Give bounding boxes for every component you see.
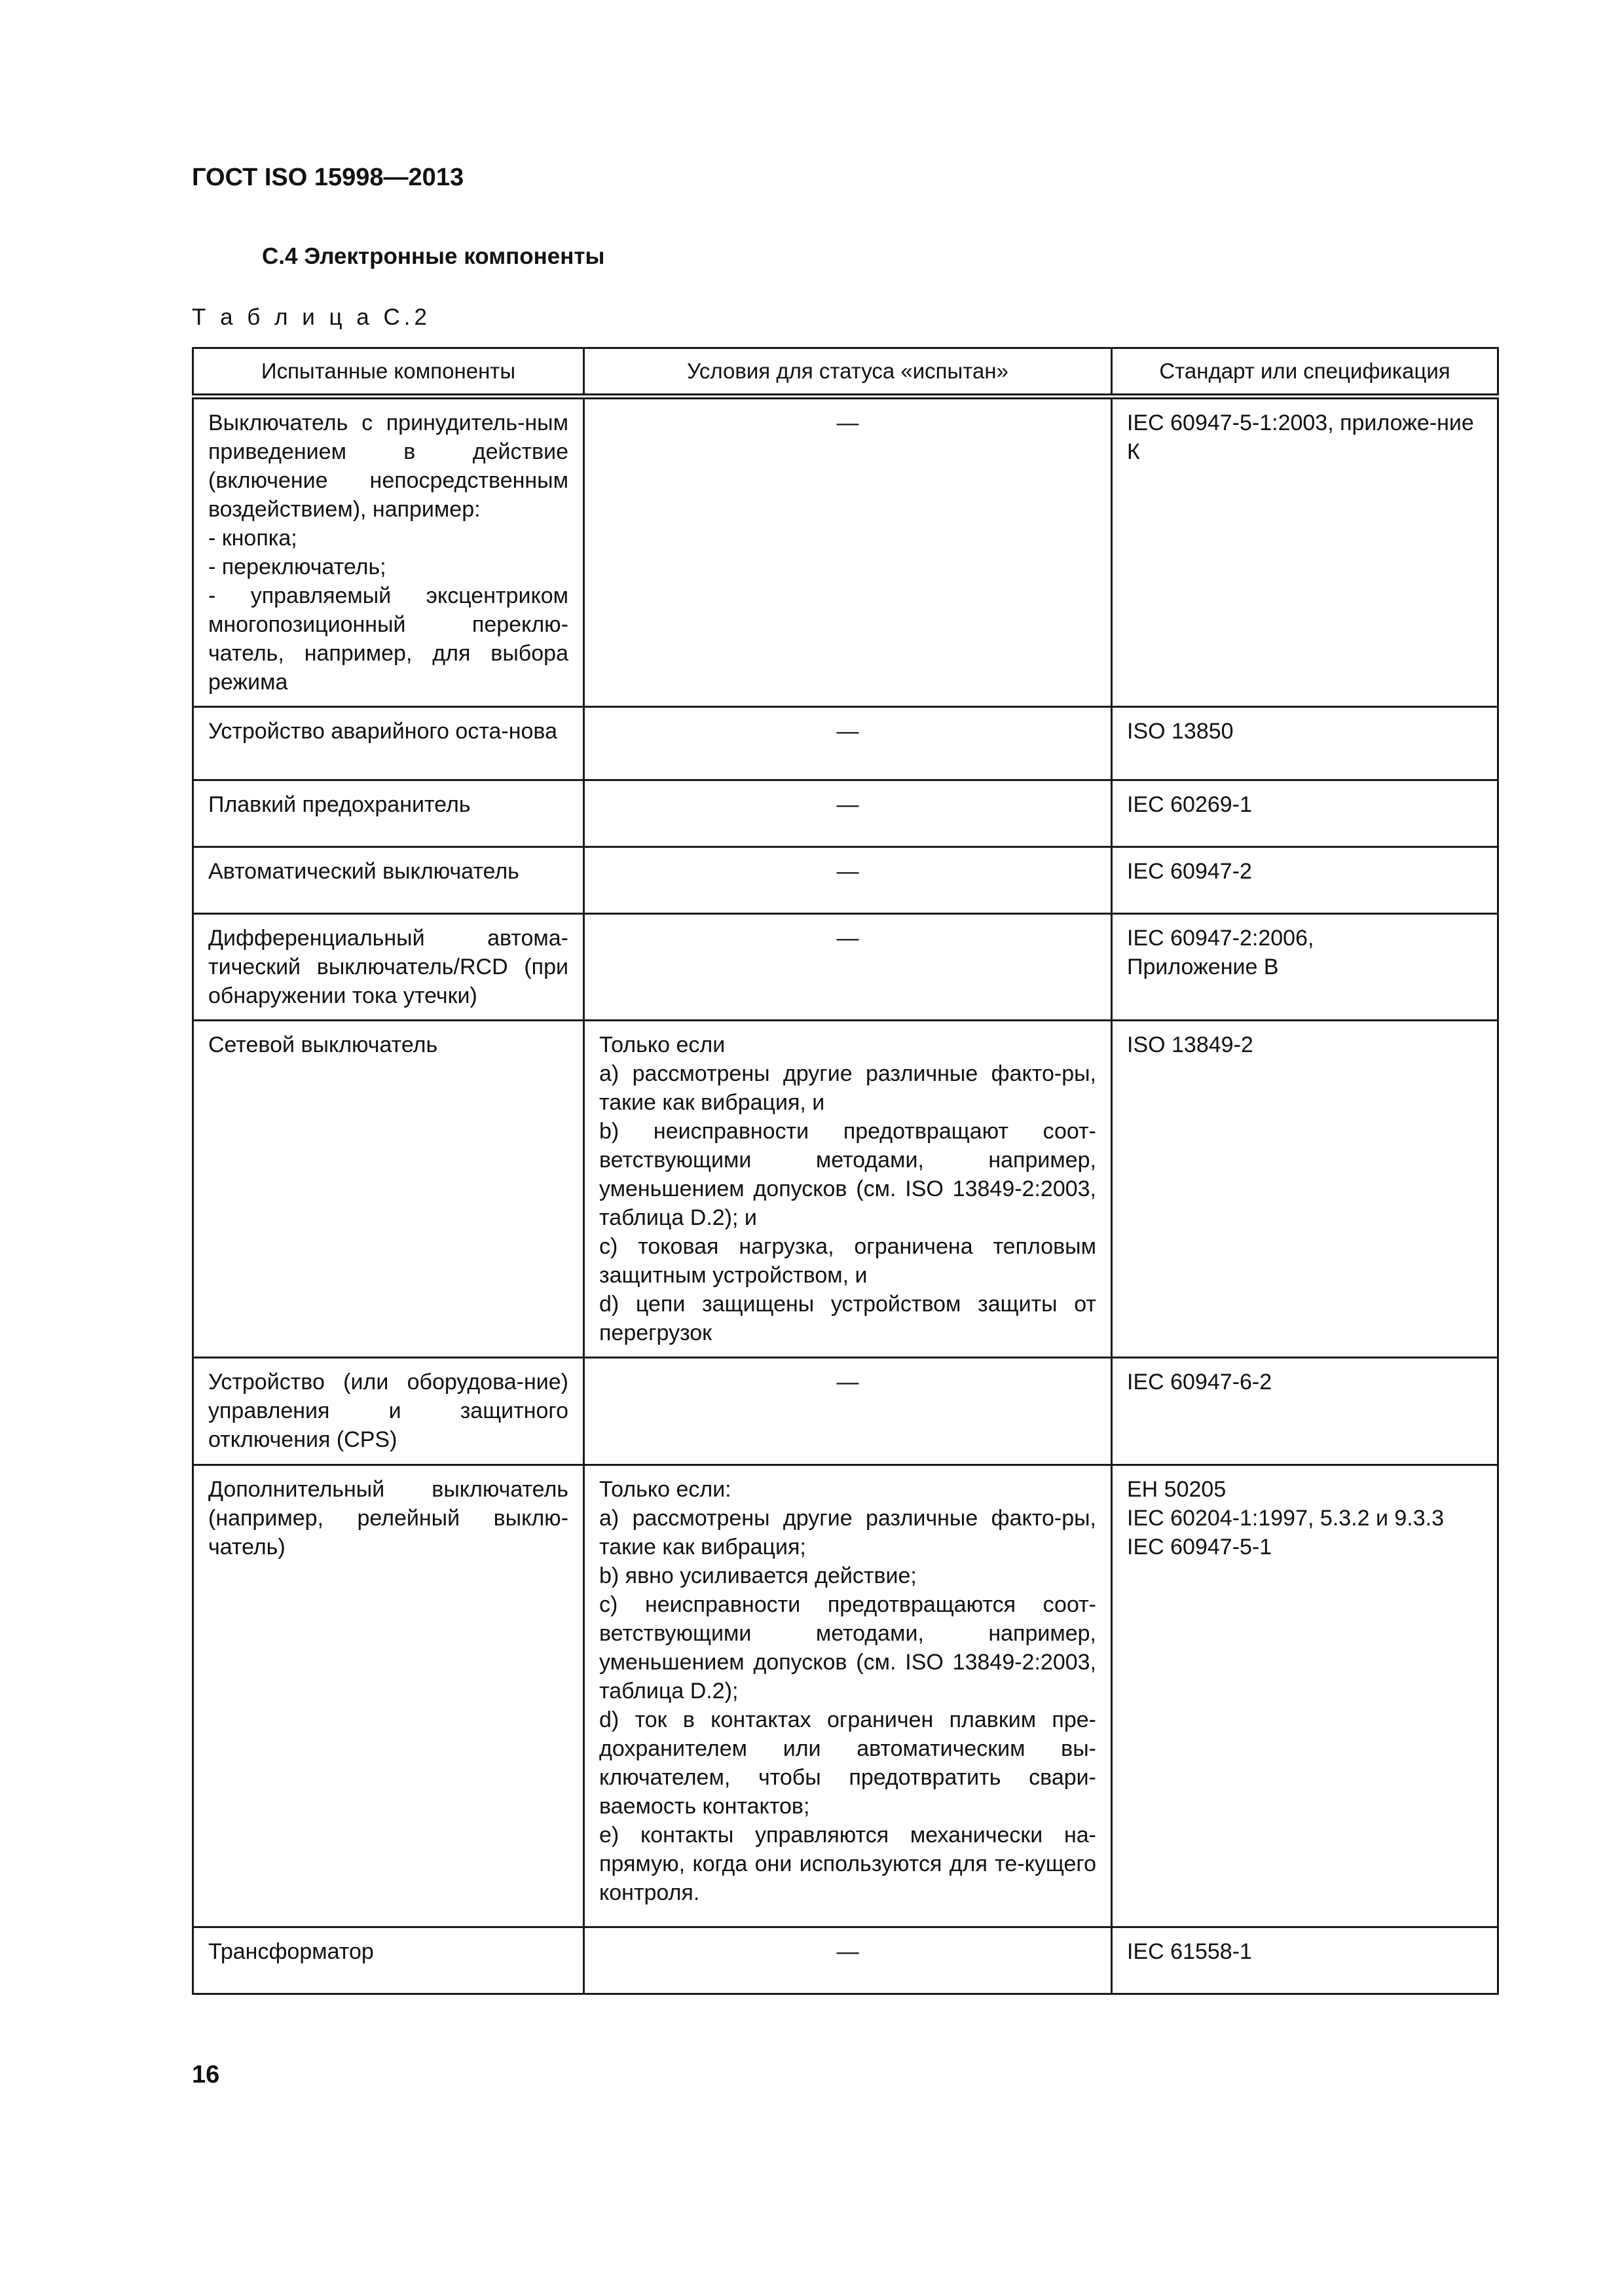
conditions-text-line: d) ток в контактах ограничен плавким пре-дохранителем или автоматическим вы-ключателем, чтобы предотвратить свари-ваемость контактов; [599,1707,1096,1819]
page-number: 16 [192,2061,220,2088]
table-row [193,1465,1498,1927]
standard-cell [1112,1358,1498,1465]
component-cell [193,1358,584,1465]
conditions-text-line: a) рассмотрены другие различные факто-ры, такие как вибрация, и [599,1061,1096,1115]
component-text-line: Автоматический выключатель [208,859,519,884]
conditions-cell [584,780,1112,847]
conditions-text-line: — [836,926,859,951]
standard-cell [1112,1021,1498,1358]
table-row [193,397,1498,707]
table-row [193,707,1498,780]
standard-text-line: IEC 60947-2 [1127,859,1252,884]
conditions-cell [584,914,1112,1021]
conditions-text-line: b) явно усиливается действие; [599,1563,917,1588]
standard-cell [1112,780,1498,847]
column-header-components: Испытанные компоненты [193,348,584,397]
table-body [193,397,1498,1994]
standard-text-line: ISO 13850 [1127,719,1234,744]
conditions-cell [584,1927,1112,1994]
conditions-text-line: — [836,719,859,744]
conditions-cell [584,397,1112,707]
standard-text-line: IEC 60947-6-2 [1127,1370,1272,1394]
component-text-line: Выключатель с принудитель-ным приведением в действие (включение непосредственным воздействием), например: [208,410,568,522]
standard-text-line: ISO 13849-2 [1127,1032,1253,1057]
conditions-text-line: c) токовая нагрузка, ограничена тепловым защитным устройством, и [599,1234,1096,1288]
components-table [192,347,1499,1995]
conditions-cell [584,707,1112,780]
standard-cell [1112,847,1498,914]
standard-text-line: IEC 60269-1 [1127,792,1252,817]
standard-text-line: IEC 60947-5-1 [1127,1535,1272,1559]
standard-text-line: IEC 60947-5-1:2003, приложе-ние К [1127,410,1474,464]
component-cell [193,1021,584,1358]
standard-text-line: IEC 60947-2:2006, [1127,926,1314,951]
conditions-text-line: d) цепи защищены устройством защиты от перегрузок [599,1292,1096,1345]
component-cell [193,780,584,847]
conditions-text-line: a) рассмотрены другие различные факто-ры, такие как вибрация; [599,1506,1096,1559]
standard-text-line: IEC 61558-1 [1127,1939,1252,1964]
table-row [193,914,1498,1021]
conditions-text-line: e) контакты управляются механически на-прямую, когда они используются для те-кущего контроля. [599,1823,1096,1905]
table-row [193,847,1498,914]
conditions-text-line: — [836,1370,859,1394]
component-cell [193,1927,584,1994]
component-text-line: Дифференциальный автома-тический выключатель/RCD (при обнаружении тока утечки) [208,926,568,1008]
standard-cell [1112,914,1498,1021]
component-text-line: Сетевой выключатель [208,1032,438,1057]
column-header-conditions: Условия для статуса «испытан» [584,348,1112,397]
component-cell [193,914,584,1021]
column-header-standard: Стандарт или спецификация [1112,348,1498,397]
document-title: ГОСТ ISO 15998—2013 [192,164,464,191]
component-cell [193,1465,584,1927]
standard-text-line: EH 50205 [1127,1477,1227,1502]
section-title: С.4 Электронные компоненты [262,244,605,269]
conditions-cell [584,1358,1112,1465]
table-caption: Т а б л и ц а С.2 [192,304,431,330]
component-text-line: - переключатель; [208,555,386,579]
conditions-cell [584,847,1112,914]
table-row [193,1927,1498,1994]
standard-cell [1112,707,1498,780]
conditions-text-line: — [836,1939,859,1964]
component-cell [193,397,584,707]
standard-cell [1112,1927,1498,1994]
component-cell [193,707,584,780]
component-text-line: - кнопка; [208,526,297,551]
component-text-line: Дополнительный выключатель (например, релейный выклю-чатель) [208,1477,568,1559]
standard-text-line: Приложение В [1127,955,1279,979]
component-text-line: Трансформатор [208,1939,374,1964]
table-row [193,1358,1498,1465]
component-text-line: Устройство (или оборудова-ние) управления и защитного отключения (CPS) [208,1370,568,1452]
conditions-text-line: — [836,410,859,435]
component-cell [193,847,584,914]
conditions-text-line: Только если [599,1032,726,1057]
standard-text-line: IEC 60204-1:1997, 5.3.2 и 9.3.3 [1127,1506,1445,1531]
conditions-text-line: c) неисправности предотвращаются соот-ветствующими методами, например, уменьшением допусков (см. ISO 13849-2:2003, таблица D.2); [599,1592,1096,1704]
table-row [193,780,1498,847]
conditions-text-line: b) неисправности предотвращают соот-ветствующими методами, например, уменьшением допусков (см. ISO 13849-2:2003, таблица D.2); и [599,1119,1096,1230]
conditions-cell [584,1465,1112,1927]
component-text-line: Плавкий предохранитель [208,792,471,817]
conditions-text-line: — [836,792,859,817]
component-text-line: Устройство аварийного оста-нова [208,719,558,744]
component-text-line: - управляемый эксцентриком многопозиционный переклю-чатель, например, для выбора режима [208,583,568,695]
conditions-cell [584,1021,1112,1358]
table-header-row [193,348,1498,397]
standard-cell [1112,397,1498,707]
conditions-text-line: Только если: [599,1477,731,1502]
conditions-text-line: — [836,859,859,884]
table-row [193,1021,1498,1358]
standard-cell [1112,1465,1498,1927]
